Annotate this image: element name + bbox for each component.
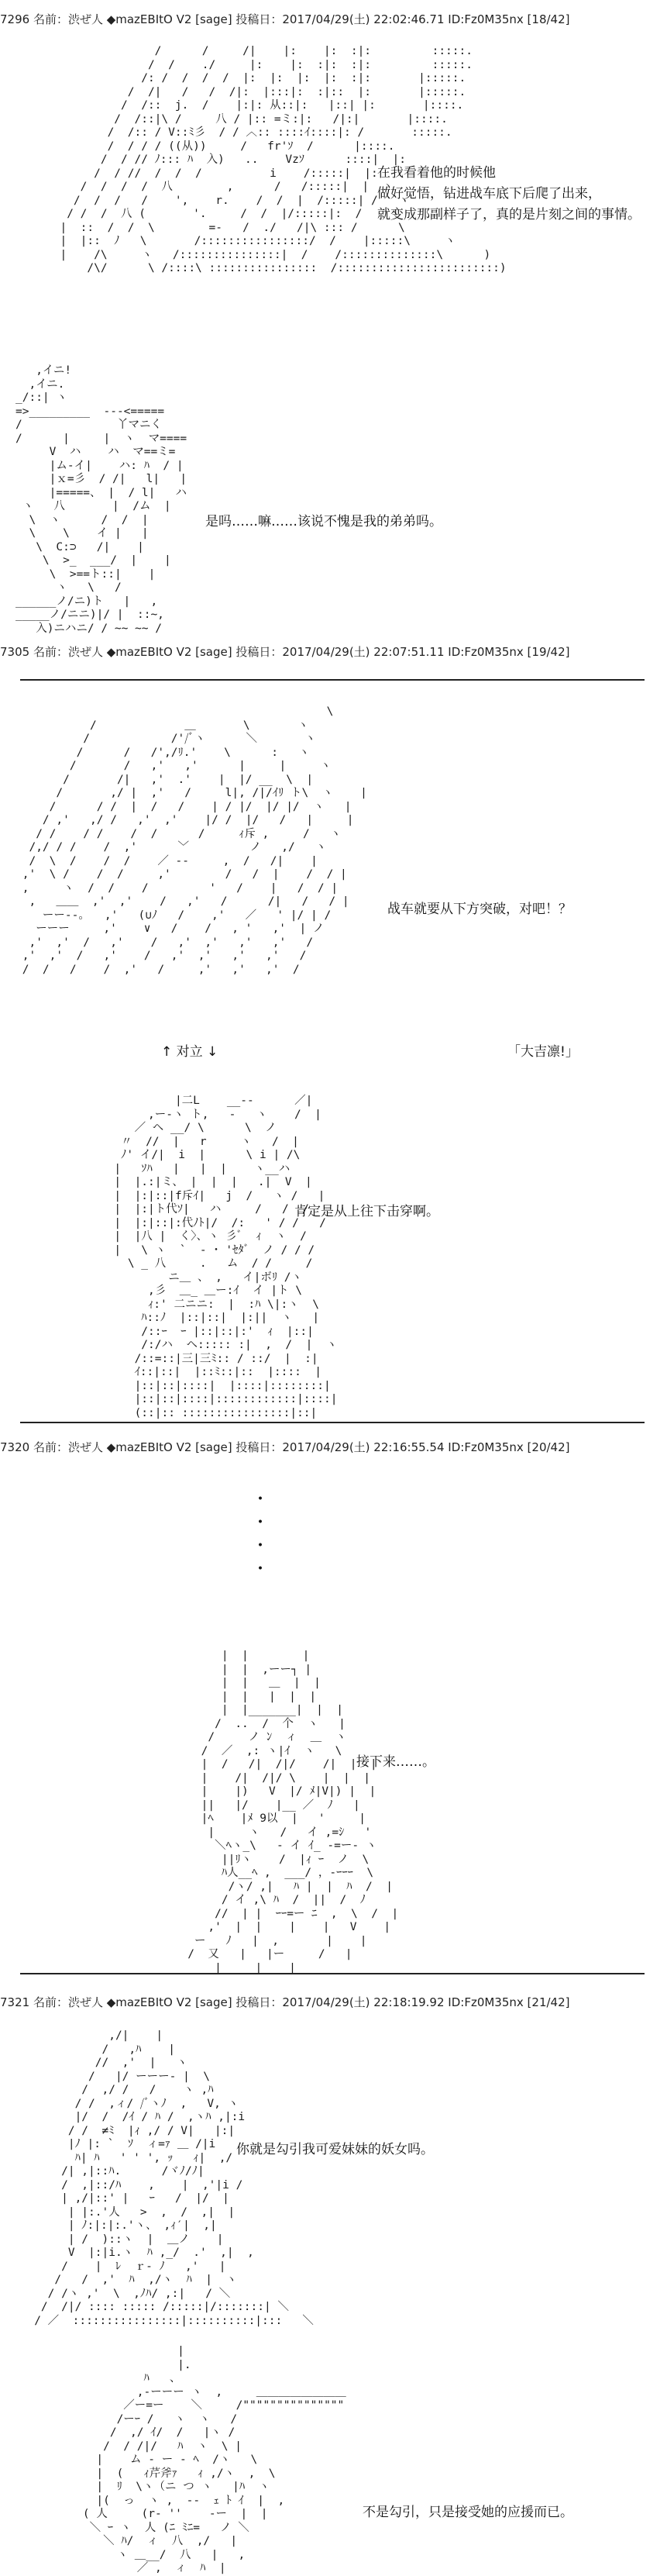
ascii-art-figure: | | | | | ,ーー┐ | | | ＿ | | | | | | | | |_______| | | / .. / 个 ヽ | / ノ ﾝ ィ ＿ ヽ / ／ ,: ヽ|ｲ ヽ \ | / /| /|/ /| | | | /| /|/ \ | | | | |) V |/ ﾒ|V|) | | || |/ |__ ／ ﾉ | |ﾍ |ﾒ 9以 | ' | | ヽ / イ ,=ｼ ' ＼ﾍヽ_\ ‐ イ ｲ_ ‐=ー‐ ヽ ||ﾘヽ / |ｨ ｰ ノ \ ﾊ人__ﾍ , ___/ ，-ｰｰｰ \ /ヽ/ ,| ﾊ | | ﾊ / | / イ ,\ ﾊ / || / ﾉ // | | ｰｰ=ー ﾆ , \ / | ,' | | | | V | ー ﾉ | , | | / 又 | |ー / | | | |: [187, 1650, 399, 1974]
ascii-art-figure: ,イニ! ,イニ. _/::| ヽ =>_________ ---<===== / 丫マニく / | | ヽ マ==== V ハ ハ マ==ミ= |ム-イ| ハ: ﾊ / | |ｘ=彡 / /| l| | |=====、 | / l| ハ ヽ 八 | /ム | \ ヽ / / | \ \ イ | | \ C:⊃ /| | \ >_ ___/ | | \ >==ト::| | ヽ \ / ______ノ/ニ)ト | , _____ノ/ニニ)|/ | ::~, 入)ニハニ/ / ~~ ~~ /: [15, 364, 187, 635]
dialogue-caption: 你就是勾引我可爱妹妹的妖女吗。: [236, 2142, 434, 2157]
separator-line: [20, 1973, 645, 1974]
ellipsis-dots: ・ ・ ・ ・: [252, 1490, 270, 1579]
post-header: 7321 名前：渋ぜ人 ◆mazEBItO V2 [sage] 投稿日：2017/04/29(土) 22:18:19.92 ID:Fz0M35nx [21/42]: [0, 1995, 570, 2009]
dialogue-caption: 战车就要从下方突破，对吧！？: [387, 902, 572, 917]
dialogue-caption: 肯定是从上往下击穿啊。: [294, 1204, 439, 1219]
ascii-art-figure: |二L __-- ／| ,ー‐ヽ ト, ‐ ヽ / | ／ ヘ __/ \ \ ノ 〃 // | r ヽ / | ﾉ' イ/| i | \ i | /\ | ｿﾊ | | | ヽ__ハ | |.:|ミ、 | | | .| V | | |:|::|f斥ｲ| j / ヽ / | | |:|ト代ｿ| ハ / / / | |:|::|:代ﾉﾄ|/ /: ' / / / | |八 | く〉、ヽ 彡ﾞ ｨ ヽ / | \ ヽ ` ‐ ･ 'ｾﾀﾞ ノ / / / \ _ 八 . ム / / / ニ＿ 、 , イ|ボﾘ /ヽ ,彡 ＿_ ＿ー:ｲ イ |ト \ ｨ:' 二ニニ: | :ﾊ \|:ヽ \ ﾊ::ﾉ |::|::| |:|| ヽ | /::ｰ ｰ |::|::|:' ｨ |::| /:/ハ ヘ::::: :| , / | ヽ /::=::|三|三ﾐ:: / ::/ | :| ｲ::|::| |::ﾐ::|:: |:::: | |::|::|::::| |::::|::::::::| |::|::|::::|::::::::::::|::::| (::|:: ::::::::::::::::|::|: [114, 1095, 338, 1419]
separator-line: [20, 1422, 645, 1423]
dialogue-caption: 是吗……嘛……该说不愧是我的弟弟吗。: [205, 514, 442, 529]
ascii-art-figure: \ / ＿ \ ヽ / /'/ﾞヽ ＼ ヽ / / /',/ﾘ.' \ : ヽ / / ,' ,' | | ヽ / /| ,' .' | |/ __ \ | / ,/ | ,' / l|, /|/ｲﾘ ト\ ヽ | / / / | / / | / |/ |/ |/ ヽ | / ,' ,/ / ,' ,' |/ / |/ / | | / / / / / / / ｨ斥 , / ヽ /,/ / / / ,' ﹀ ノ ,/ ヽ / \ / / / ／ ‐- , / /| | ,' \ / / / ,' / / | / / | , ヽ / / / ' / | / / | , ＿＿ ,' ,' / ,' / /| / / | ーー--｡ ,' (∪ﾉ / ,' ／ ' |/ | / ーーー ,' ∨ / / , ' ,' | ノ ,' ,' / ,' / ,' ,' ,' ,' / ,' ,' / ,' / ,' ,' ,' ,' / / / / / ,' / ,' ,' ,' /: [22, 705, 367, 976]
dialogue-caption: 「大吉凛!」: [507, 1044, 579, 1060]
post-header: 7296 名前：渋ぜ人 ◆mazEBItO V2 [sage] 投稿日：2017/04/29(土) 22:02:46.71 ID:Fz0M35nx [18/42]: [0, 12, 570, 26]
separator-line: [20, 679, 645, 681]
dialogue-caption: 在我看着他的时候他 做好觉悟，钻进战车底下后爬了出来， 就变成那副样子了，真的是片刻之间的事情。: [377, 165, 641, 222]
dialogue-caption: 不是勾引，只是接受她的应援而已。: [363, 2505, 573, 2520]
post-header: 7320 名前：渋ぜ人 ◆mazEBItO V2 [sage] 投稿日：2017/04/29(土) 22:16:55.54 ID:Fz0M35nx [20/42]: [0, 1440, 570, 1454]
ascii-art-figure: / / /| |: |: :|: :::::. / / ./ |: |: :|: :|: :::::. /: / / / / |: |: |: |: :|: |:::::. / /| / / /|: |:::|: :|:: |: |:::::. / /:: j. / |:|: 从::|: |::| |: |::::. / /::|\ / 八 / |:: =ミ:|: /|:| |::::. / /:: / V::ﾐ彡 / / ︿:: ::::ｲ::::|: / :::::. / / / / ((从)) / fr'ｿ / |::::. / / // ﾉ::: ﾊ 入) .. Vzｿ ::::| |: / / // / / / i /:::::| |: / / / / 八 , / /:::::| | ヽ / / / / ', r. / / | /:::::| / ヽ / / / 八 ( '. / / |/:::::|: / ヽ | :: / / \ =- / ./ /|\ ::: / \ | |:: ﾉ \ /::::::::::::::::/ / |:::::\ ヽ | /\ ヽ /:::::::::::::::| / /::::::::::::::\ ) /\/ \ /::::\ :::::::::::::::: /::::::::::::::::::::::::): [60, 45, 507, 274]
ascii-art-figure: ,/| | / ,ﾊ | // ,' | ヽ / |/ ーーー- | \ / ,/ / / ヽ ,ﾊ / / ,ィ/ /ﾞヽﾉ , V, ヽ |/ / /ｲ / ﾊ / ,ヽﾊ ,|:i / / ≠ﾐ |ｨ ,/ / V| |:| |ﾉ |: ` ｿ ィ=ｧ ＿ /|i ﾊ| ﾊ ' ' ', ｯ ｨ| ,/ /| ,|::ﾊ. /ヾﾉ/ﾉ| / ,|::/ﾊ , | ,'|i / | ,/|::' | ｰ / |/ | | |:.'人 > , / ,| | | ﾉ:|:|:.'ヽ、 ,ｨ′| ,| | / )::ヽ | ＿ノ | V |:|i.ヽ ﾊ ,_/ .' ,| , / | ﾚ ｒ- ﾉ ,' | / / ,' ﾊ ,/ヽ ﾊ | ヽ / /ヽ ,' \ ,ﾉﾊ/ ,:| / ＼ / /|/ :::: ::::: /:::::|/:::::::| ＼ / ／ ::::::::::::::::|::::::::::|::: ＼: [34, 2029, 314, 2327]
ascii-art-figure: | |. ﾊ 、 ,-ーーー ヽ , ＿＿＿＿＿＿＿＿ ／ー=ー ＼ /""""""""""""""" /ーｰ / ヽ ヽ / / ,/ ｲ/ / |ヽ / / / /|/ ﾊ ヽ \ | | ム ‐ ー ‐ ﾍ /ヽ \ | ( ｨ芹斧ｧ ｨ ,/ヽ , \ | ﾘ \ヽ（ニ つ ヽ |ﾊ ヽ |( っ ヽ , -‐ ｪ ﾄ ｲ | , ( 人 (r‐ '' ‐ー | | ＼ ｰ ヽ 人 (ﾆ ﾐﾆ= ノ ＼ ＼ ﾊ/ ィ 八 ,/ | ヽ ＿__/ 八 | , ／ , ィ ﾊ |: [82, 2345, 346, 2574]
dialogue-caption: ↑ 对立 ↓: [161, 1044, 218, 1060]
dialogue-caption: 接下来……。: [356, 1754, 435, 1770]
post-header: 7305 名前：渋ぜ人 ◆mazEBItO V2 [sage] 投稿日：2017/04/29(土) 22:07:51.11 ID:Fz0M35nx [19/42]: [0, 645, 570, 659]
